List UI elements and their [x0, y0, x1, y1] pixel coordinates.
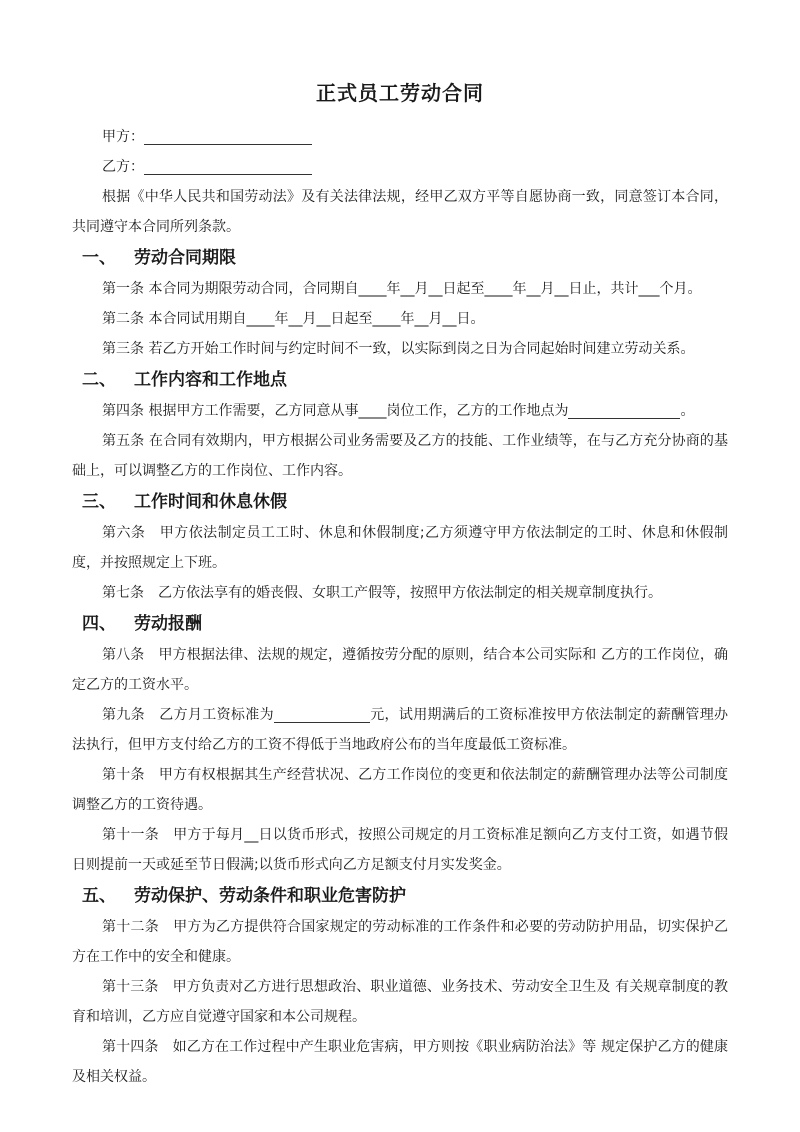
section-title: 工作内容和工作地点: [134, 370, 287, 390]
section-heading-hours: [82, 486, 728, 518]
party-b-blank: [144, 156, 312, 175]
article-3: 第三条 若乙方开始工作时间与约定时间不一致，以实际到岗之日为合同起始时间建立劳动关系。: [102, 341, 695, 357]
section-title: 劳动合同期限: [134, 248, 236, 268]
article-7: 第七条 乙方依法享有的婚丧假、女职工产假等，按照甲方依法制定的相关规章制度执行。: [102, 585, 662, 601]
article-4-end: 。: [680, 403, 695, 419]
article-5: 第五条 在合同有效期内，甲方根据公司业务需要及乙方的技能、工作业绩等，在与乙方充分协商的基础上，可以调整乙方的工作岗位、工作内容。: [72, 433, 728, 479]
section-number: 三、: [82, 492, 116, 512]
party-a-line: [102, 122, 728, 152]
party-a-blank: [144, 126, 312, 145]
salary-blank: [274, 704, 370, 723]
section-number: 一、: [82, 248, 116, 268]
article-10: 第十条 甲方有权根据其生产经营状况、乙方工作岗位的变更和依法制定的薪酬管理办法等公司制度调整乙方的工资待遇。: [72, 767, 728, 813]
section-heading-pay: [82, 608, 728, 640]
article-4-text: 第四条 根据甲方工作需要，乙方同意从事____岗位工作，乙方的工作地点为: [102, 403, 569, 419]
work-location-blank: [568, 400, 680, 419]
section-title: 劳动保护、劳动条件和职业危害防护: [134, 886, 406, 906]
article-14: 第十四条 如乙方在工作过程中产生职业危害病，甲方则按《职业病防治法》等 规定保护乙方的健康及相关权益。: [72, 1039, 728, 1085]
section-heading-work: [82, 364, 728, 396]
party-b-label: 乙方：: [102, 159, 144, 175]
article-6: 第六条 甲方依法制定员工工时、休息和休假制度;乙方须遵守甲方依法制定的工时、休息和休假制度，并按照规定上下班。: [72, 525, 728, 571]
section-number: 二、: [82, 370, 116, 390]
article-8: 第八条 甲方根据法律、法规的规定，遵循按劳分配的原则，结合本公司实际和 乙方的工作岗位，确定乙方的工资水平。: [72, 647, 728, 693]
section-number: 四、: [82, 614, 116, 634]
article-1: 第一条 本合同为期限劳动合同，合同期自____年__月__日起至____年__月__日止，共计___个月。: [102, 281, 702, 297]
section-number: 五、: [82, 886, 116, 906]
article-11: 第十一条 甲方于每月__日以货币形式，按照公司规定的月工资标准足额向乙方支付工资，如遇节假日则提前一天或延至节日假满;以货币形式向乙方足额支付月实发奖金。: [72, 827, 728, 873]
article-13: 第十三条 甲方负责对乙方进行思想政治、职业道德、业务技术、劳动安全卫生及 有关规章制度的教育和培训，乙方应自觉遵守国家和本公司规程。: [72, 979, 728, 1025]
section-heading-protection: [82, 880, 728, 912]
article-9-text: 第九条 乙方月工资标准为: [102, 707, 274, 723]
article-12: 第十二条 甲方为乙方提供符合国家规定的劳动标准的工作条件和必要的劳动防护用品，切实保护乙方在工作中的安全和健康。: [72, 919, 728, 965]
party-a-label: 甲方：: [102, 129, 144, 145]
document-title: 正式员工劳动合同: [316, 81, 484, 105]
section-heading-term: [82, 242, 728, 274]
party-b-line: [102, 152, 728, 182]
intro-paragraph: 根据《中华人民共和国劳动法》及有关法律法规，经甲乙双方平等自愿协商一致，同意签订本合同，共同遵守本合同所列条款。: [72, 189, 728, 235]
article-2: 第二条 本合同试用期自____年__月__日起至____年__月__日。: [102, 311, 485, 327]
article-4: [72, 396, 728, 426]
section-title: 劳动报酬: [134, 614, 202, 634]
article-9: [72, 700, 728, 760]
section-title: 工作时间和休息休假: [134, 492, 287, 512]
article-9-rest: 元，试用期满后的工资标准按甲方依法制定的薪酬管理办法执行，但甲方支付给乙方的工资不得低于当地政府公布的当年度最低工资标准。: [72, 707, 729, 753]
